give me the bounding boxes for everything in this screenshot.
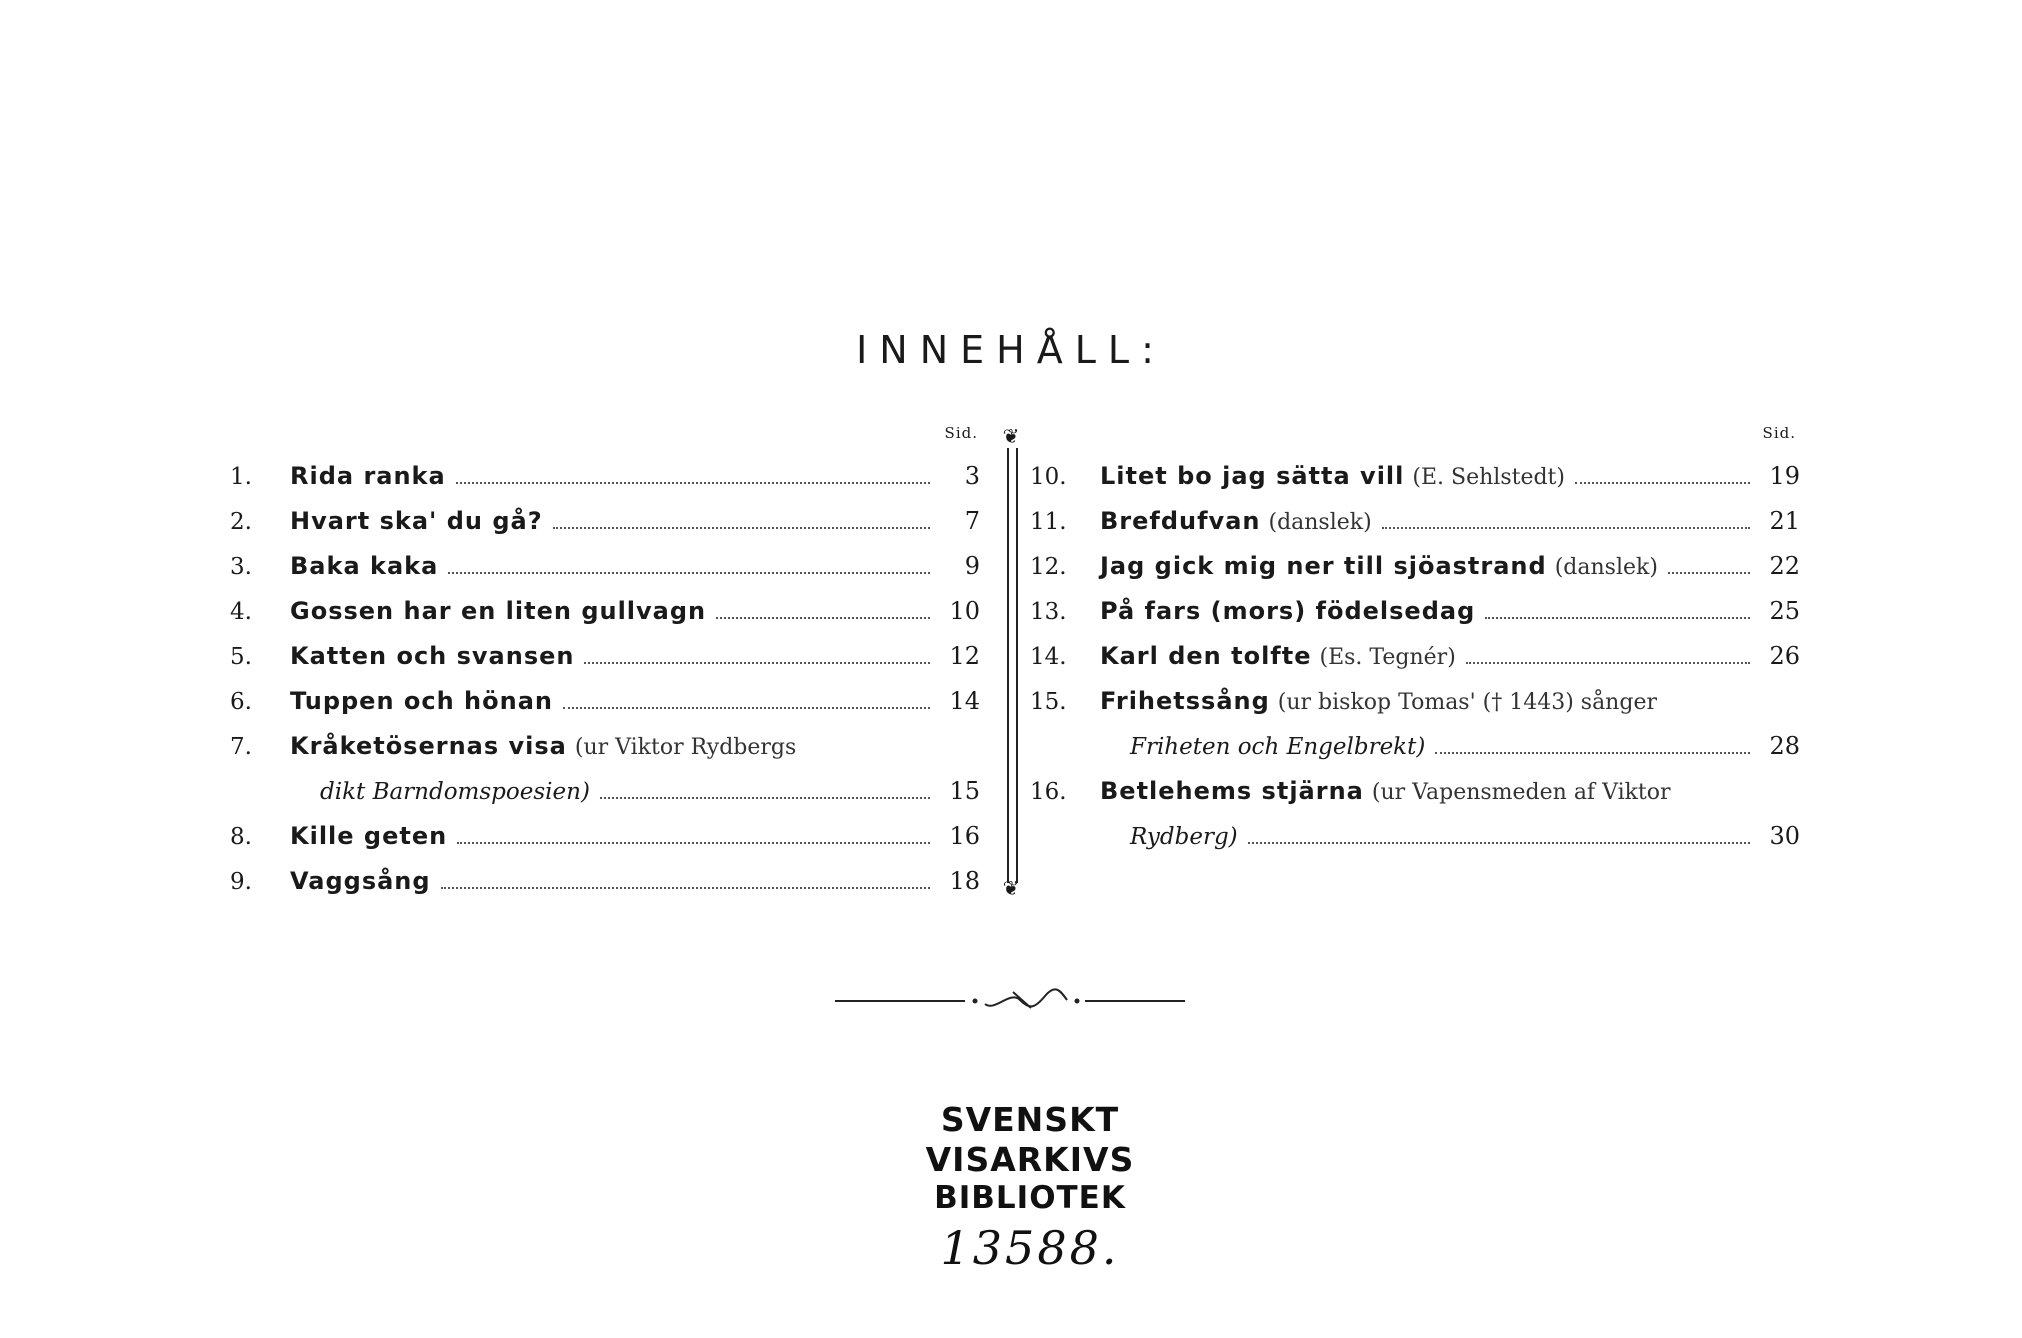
dot-leader <box>1382 526 1750 529</box>
entry-page-number: 9 <box>964 552 980 580</box>
page-column-header: Sid. <box>1762 424 1796 442</box>
page-title: INNEHÅLL: <box>856 328 1166 372</box>
toc-entry <box>230 589 980 634</box>
entry-title: Katten och svansen <box>290 642 575 670</box>
toc-entry <box>1030 679 1800 724</box>
entry-title: Tuppen och hönan <box>290 687 553 715</box>
entry-title: Hvart ska' du gå? <box>290 507 543 535</box>
entry-number: 1. <box>230 464 252 490</box>
entry-page-number: 26 <box>1769 642 1800 670</box>
toc-entry <box>230 814 980 859</box>
toc-entry <box>230 679 980 724</box>
stamp-line-library: BIBLIOTEK <box>934 1180 1126 1216</box>
entry-title: Baka kaka <box>290 552 439 580</box>
entry-title: Kråketösernas visa <box>290 732 567 760</box>
toc-entry <box>1030 544 1800 589</box>
entry-page-number: 3 <box>964 462 980 490</box>
entry-page-number: 19 <box>1769 462 1800 490</box>
entry-title: Gossen har en liten gullvagn <box>290 597 707 625</box>
entry-page-number: 10 <box>949 597 980 625</box>
dot-leader <box>1435 751 1750 754</box>
toc-entry <box>1030 499 1800 544</box>
dot-leader <box>1248 841 1750 844</box>
entry-title: Frihetssång <box>1100 687 1270 715</box>
divider-ornament-top-icon: ❦ <box>1002 424 1020 448</box>
entry-title: Litet bo jag sätta vill <box>1100 462 1405 490</box>
entry-note: (danslek) <box>1268 510 1372 535</box>
dot-leader <box>1466 661 1750 664</box>
entry-number: 4. <box>230 599 252 625</box>
entry-page-number: 15 <box>949 777 980 805</box>
entry-title: Vaggsång <box>290 867 431 895</box>
entry-number: 14. <box>1030 644 1067 670</box>
toc-right-list <box>1030 454 1800 859</box>
entry-page-number: 7 <box>964 507 980 535</box>
flourish-rule-icon <box>835 986 1185 1016</box>
entry-page-number: 18 <box>949 867 980 895</box>
entry-page-number: 30 <box>1769 822 1800 850</box>
entry-page-number: 16 <box>949 822 980 850</box>
entry-continuation: dikt Barndomspoesien) <box>320 779 590 805</box>
entry-continuation: Friheten och Engelbrekt) <box>1130 734 1426 760</box>
entry-page-number: 22 <box>1769 552 1800 580</box>
dot-leader <box>600 796 930 799</box>
entry-note: (Es. Tegnér) <box>1319 645 1456 670</box>
dot-leader <box>448 571 930 574</box>
entry-page-number: 14 <box>949 687 980 715</box>
library-stamp <box>840 1100 1220 1280</box>
entry-number: 12. <box>1030 554 1067 580</box>
stamp-catalog-number: 13588. <box>940 1221 1120 1275</box>
entry-page-number: 21 <box>1769 507 1800 535</box>
toc-entry <box>1030 589 1800 634</box>
entry-note: (E. Sehlstedt) <box>1412 465 1565 490</box>
entry-note: (danslek) <box>1554 555 1658 580</box>
toc-entry <box>1030 634 1800 679</box>
entry-title: Brefdufvan <box>1100 507 1261 535</box>
toc-entry <box>230 454 980 499</box>
entry-number: 9. <box>230 869 252 895</box>
entry-number: 10. <box>1030 464 1067 490</box>
dot-leader <box>1575 481 1750 484</box>
toc-entry <box>230 634 980 679</box>
toc-entry <box>1030 814 1800 859</box>
divider-ornament-bottom-icon: ❦ <box>1002 876 1020 900</box>
entry-title: Rida ranka <box>290 462 446 490</box>
entry-page-number: 12 <box>949 642 980 670</box>
entry-note: (ur Viktor Rydbergs <box>574 735 797 760</box>
entry-continuation: Rydberg) <box>1130 824 1238 850</box>
column-divider <box>1007 448 1018 883</box>
entry-number: 2. <box>230 509 252 535</box>
dot-leader <box>563 706 930 709</box>
entry-number: 16. <box>1030 779 1067 805</box>
dot-leader <box>716 616 930 619</box>
dot-leader <box>1485 616 1750 619</box>
toc-entry <box>230 499 980 544</box>
entry-page-number: 28 <box>1769 732 1800 760</box>
dot-leader <box>584 661 930 664</box>
dot-leader <box>1668 571 1750 574</box>
toc-left-list <box>230 454 980 904</box>
entry-title: Kille geten <box>290 822 448 850</box>
toc-entry <box>1030 769 1800 814</box>
entry-number: 3. <box>230 554 252 580</box>
entry-number: 5. <box>230 644 252 670</box>
entry-note: (ur biskop Tomas' († 1443) sånger <box>1277 690 1657 715</box>
entry-note: (ur Vapensmeden af Viktor <box>1371 780 1671 805</box>
dot-leader <box>457 841 930 844</box>
entry-title: På fars (mors) födelsedag <box>1100 597 1476 625</box>
page-column-header: Sid. <box>944 424 978 442</box>
toc-entry <box>230 724 980 769</box>
toc-entry <box>230 859 980 904</box>
entry-number: 15. <box>1030 689 1067 715</box>
dot-leader <box>553 526 930 529</box>
entry-number: 8. <box>230 824 252 850</box>
entry-number: 11. <box>1030 509 1067 535</box>
toc-entry <box>230 544 980 589</box>
toc-entry <box>1030 724 1800 769</box>
entry-number: 6. <box>230 689 252 715</box>
entry-title: Jag gick mig ner till sjöastrand <box>1100 552 1547 580</box>
toc-entry <box>230 769 980 814</box>
stamp-line-archive: SVENSKT VISARKIVS <box>925 1100 1135 1179</box>
entry-page-number: 25 <box>1769 597 1800 625</box>
entry-number: 7. <box>230 734 252 760</box>
dot-leader <box>441 886 930 889</box>
entry-number: 13. <box>1030 599 1067 625</box>
entry-title: Betlehems stjärna <box>1100 777 1364 805</box>
dot-leader <box>456 481 930 484</box>
toc-entry <box>1030 454 1800 499</box>
entry-title: Karl den tolfte <box>1100 642 1312 670</box>
